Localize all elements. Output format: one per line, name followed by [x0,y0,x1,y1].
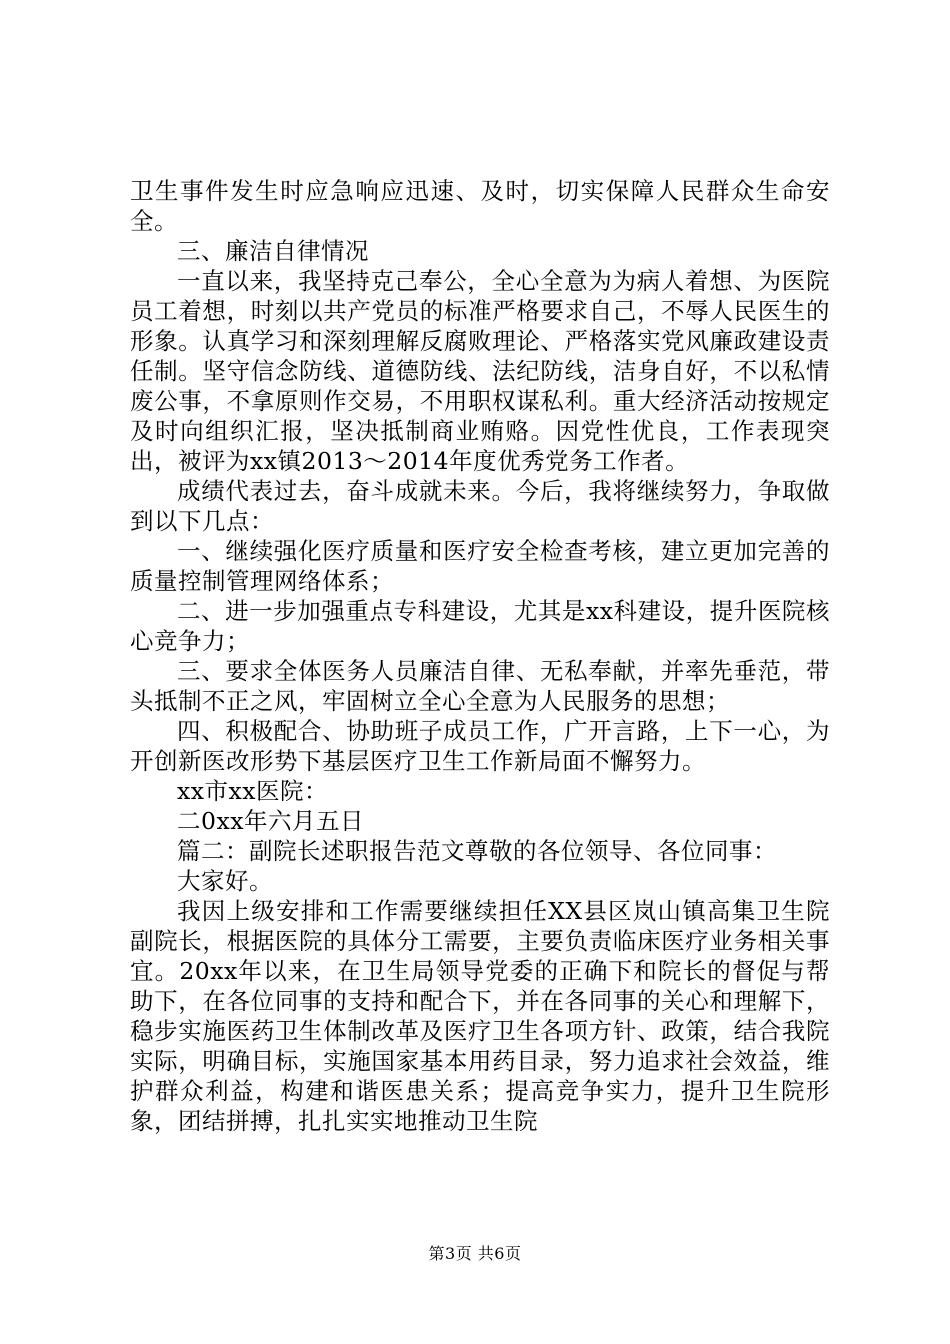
list-item: 三、要求全体医务人员廉洁自律、无私奉献，并率先垂范，带头抵制不正之风，牢固树立全心全意为人民服务的思想； [130,657,830,715]
paragraph: 我因上级安排和工作需要继续担任XX县区岚山镇高集卫生院副院长，根据医院的具体分工需要，主要负责临床医疗业务相关事宜。20xx年以来，在卫生局领导党委的正确下和院长的督促与帮助下，在各位同事的支持和配合下，并在各同事的关心和理解下，稳步实施医药卫生体制改革及医疗卫生各项方针、政策，结合我院实际，明确目标，实施国家基本用药目录，努力追求社会效益，维护群众利益，构建和谐医患关系；提高竞争实力，提升卫生院形象，团结拼搏，扎扎实实地推动卫生院 [130,897,830,1135]
section-title: 篇二：副院长述职报告范文尊敬的各位领导、各位同事： [177,837,777,865]
signature-organization: xx市xx医院： [177,777,329,805]
section-heading: 三、廉洁自律情况 [177,237,369,265]
list-item: 四、积极配合、协助班子成员工作，广开言路，上下一心，为开创新医改形势下基层医疗卫生工作新局面不懈努力。 [130,717,830,775]
greeting: 大家好。 [177,867,273,895]
document-body [130,176,830,1136]
paragraph: 成绩代表过去，奋斗成就未来。今后，我将继续努力，争取做到以下几点： [130,477,830,535]
signature-date: 二0xx年六月五日 [177,807,364,835]
paragraph: 一直以来，我坚持克己奉公，全心全意为为病人着想、为医院员工着想，时刻以共产党员的标准严格要求自己，不辱人民医生的形象。认真学习和深刻理解反腐败理论、严格落实党风廉政建设责任制。坚守信念防线、道德防线、法纪防线，洁身自好，不以私情废公事，不拿原则作交易，不用职权谋私利。重大经济活动按规定及时向组织汇报，坚决抵制商业贿赂。因党性优良，工作表现突出，被评为xx镇2013～2014年度优秀党务工作者。 [130,267,830,475]
list-item: 二、进一步加强重点专科建设，尤其是xx科建设，提升医院核心竞争力； [130,597,830,655]
page-number: 第3页 共6页 [428,1244,522,1263]
list-item: 一、继续强化医疗质量和医疗安全检查考核，建立更加完善的质量控制管理网络体系； [130,537,830,595]
paragraph: 卫生事件发生时应急响应迅速、及时，切实保障人民群众生命安全。 [130,177,830,235]
